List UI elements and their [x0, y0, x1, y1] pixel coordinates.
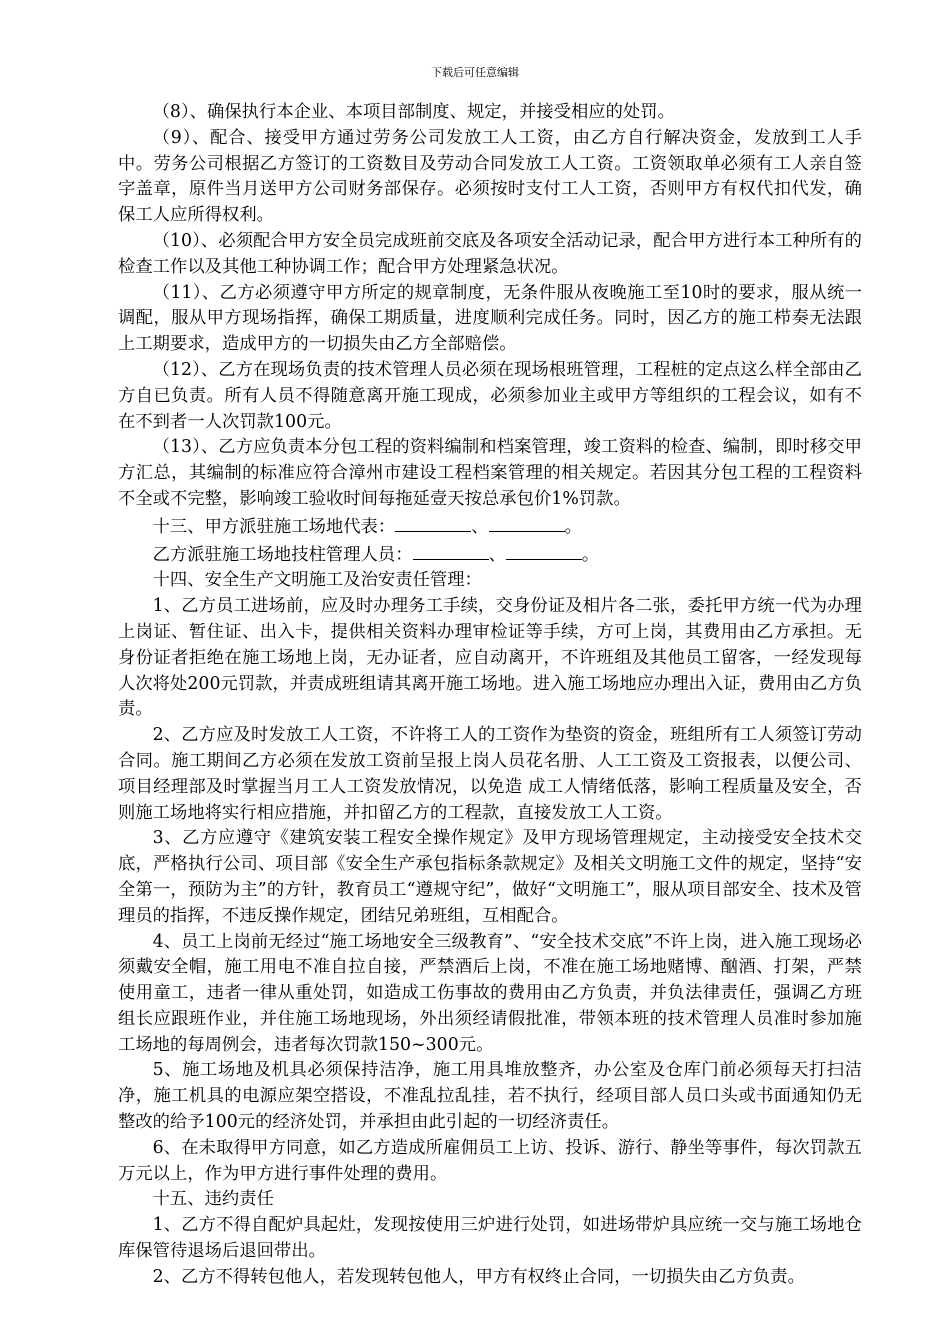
party-a-representative-line: 十三、甲方派驻施工场地代表： 、 。 [118, 513, 862, 541]
breach-item-2: 2、乙方不得转包他人，若发现转包他人，甲方有权终止合同，一切损失由乙方负责。 [152, 1266, 805, 1287]
party-b-rep-label: 乙方派驻施工场地技柱管理人员： [152, 544, 413, 565]
safety-item-5: 5、施工场地及机具必须保持洁净，施工用具堆放整齐，办公室及仓库门前必须每天打扫洁净，施工机具的电源应架空搭设，不准乱拉乱挂，若不执行，经项目部人员口头或书面通知仍无整改的给予100元的经济处罚，并承担由此引起的一切经济责任。 [118, 1060, 862, 1133]
clause-8: （8）、确保执行本企业、本项目部制度、规定，并接受相应的处罚。 [152, 102, 675, 122]
clause-10: （10）、必须配合甲方安全员完成班前交底及各项安全活动记录，配合甲方进行本工种所有的检查工作以及其他工种协调工作；配合甲方处理紧急状况。 [118, 230, 862, 277]
clause-13: （13）、乙方应负责本分包工程的资料编制和档案管理，竣工资料的检查、编制，即时移交甲方汇总，其编制的标准应符合漳州市建设工程档案管理的相关规定。若因其分包工程的工程资料不全或不完整，影响竣工验收时间每拖延壹天按总承包价1%罚款。 [118, 437, 862, 509]
clause-11: （11）、乙方必须遵守甲方所定的规章制度，无条件服从夜晚施工至10时的要求，服从统一调配，服从甲方现场指挥，确保工期质量，进度顺利完成任务。同时，因乙方的施工栉奏无法跟上工期要求，造成甲方的一切损失由乙方全部赔偿。 [118, 282, 862, 355]
breach-item-1: 1、乙方不得自配炉具起灶，发现按使用三炉进行处罚，如进场带炉具应统一交与施工场地仓库保管待退场后退回带出。 [118, 1215, 862, 1262]
document-body [118, 100, 862, 1291]
safety-item-2: 2、乙方应及时发放工人工资，不许将工人的工资作为垫资的资金，班组所有工人须签订劳动合同。施工期间乙方必须在发放工资前呈报上岗人员花名册、人工工资及工资报表，以便公司、项目经理部及时掌握当月工人工资发放情况，以免造 成工人情绪低落，影响工程质量及安全，否则施工场地将实行相应措施，并扣留乙方的工程款，直接发放工人工资。 [118, 725, 862, 823]
clause-12: （12）、乙方在现场负责的技术管理人员必须在现场根班管理，工程桩的定点这么样全部由乙方自已负责。所有人员不得随意离开施工现成，必须参加业主或甲方等组织的工程会议，如有不在不到者一人次罚款100元。 [118, 359, 862, 432]
party-b-manager-line: 乙方派驻施工场地技柱管理人员： 、 。 [118, 541, 862, 569]
page-header: 下载后可任意编辑 [431, 66, 519, 79]
safety-item-6: 6、在未取得甲方同意，如乙方造成所雇佣员工上访、投诉、游行、静坐等事件，每次罚款五万元以上，作为甲方进行事件处理的费用。 [118, 1137, 862, 1184]
blank-line [489, 513, 565, 532]
blank-line [506, 541, 582, 560]
clause-9: （9）、配合、接受甲方通过劳务公司发放工人工资，由乙方自行解决资金，发放到工人手中。劳务公司根据乙方签订的工资数目及劳动合同发放工人工资。工资领取单必须有工人亲自签字盖章，原件当月送甲方公司财务部保存。必须按时支付工人工资，否则甲方有权代扣代发，确保工人应所得权利。 [118, 127, 862, 226]
safety-item-3: 3、乙方应遵守《建筑安装工程安全操作规定》及甲方现场管理规定，主动接受安全技术交底，严格执行公司、项目部《安全生产承包指标条款规定》及相关文明施工文件的规定，坚持“安全第一，预防为主”的方针，教育员工“遵规守纪”，做好“文明施工”，服从项目部安全、技术及管理员的指挥，不违反操作规定，团结兄弟班组，互相配合。 [118, 828, 862, 926]
blank-line [413, 541, 489, 560]
safety-item-4: 4、员工上岗前无经过“施工场地安全三级教育”、“安全技术交底”不许上岗，进入施工现场必须戴安全帽，施工用电不准自拉自接，严禁酒后上岗，不准在施工场地赌博、酗酒、打架，严禁使用童工，违者一律从重处罚，如造成工伤事故的费用由乙方负责，并负法律责任，强调乙方班组长应跟班作业，并住施工场地现场，外出须经请假批准，带领本班的技术管理人员准时参加施工场地的每周例会，违者每次罚款150~300元。 [118, 931, 862, 1055]
blank-line [395, 513, 471, 532]
section-15-heading: 十五、违约责任 [152, 1189, 274, 1210]
section-14-heading: 十四、安全生产文明施工及治安责任管理： [152, 570, 482, 591]
party-a-rep-label: 十三、甲方派驻施工场地代表： [152, 516, 396, 537]
safety-item-1: 1、乙方员工进场前，应及时办理务工手续，交身份证及相片各二张，委托甲方统一代为办理上岗证、暂住证、出入卡，提供相关资料办理审检证等手续，方可上岗，其费用由乙方承担。无身份证者拒绝在施工场地上岗，无办证者，应自动离开，不许班组及其他员工留客，一经发现每人次将处200元罚款，并责成班组请其离开施工场地。进入施工场地应办理出入证，费用由乙方负责。 [118, 596, 862, 720]
